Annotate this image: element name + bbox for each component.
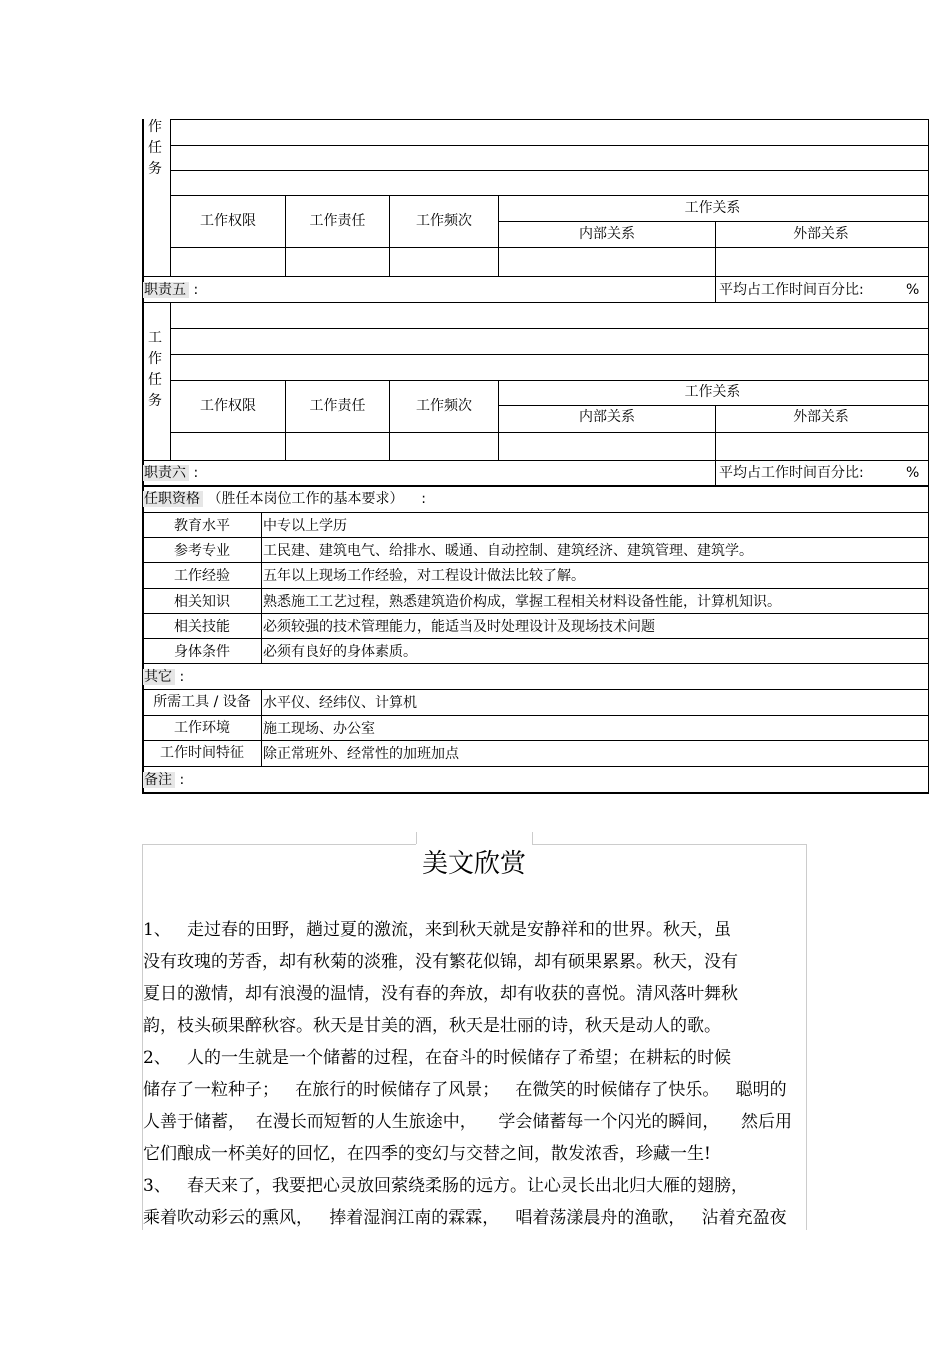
duty5-label-group — [143, 282, 198, 298]
duty5-time-label: 平均占工作时间百分比: — [719, 282, 864, 298]
header-frequency: 工作频次 — [416, 213, 472, 229]
frame-line — [416, 832, 417, 844]
row-line — [498, 221, 928, 222]
remarks-heading — [143, 772, 184, 788]
remarks-colon: : — [179, 772, 185, 788]
col-line — [285, 195, 286, 276]
col-line — [285, 380, 286, 460]
remarks-label: 备注 — [143, 772, 175, 788]
header-responsibility: 工作责任 — [309, 213, 366, 229]
article-line: 人善于储蓄， 在漫长而短暂的人生旅途中， 学会储蓄每一个闪光的瞬间， 然后用 — [143, 1112, 793, 1132]
row-line — [170, 145, 928, 146]
duty6-label: 职责六 — [143, 465, 189, 481]
row-line — [142, 512, 928, 513]
row-line — [142, 588, 928, 589]
duty6-colon: : — [193, 465, 199, 481]
header-responsibility: 工作责任 — [309, 398, 366, 414]
qual-value: 必须较强的技术管理能力，能适当及时处理设计及现场技术问题 — [263, 619, 655, 635]
qual-key: 教育水平 — [174, 518, 230, 534]
table-bottom-border — [142, 792, 929, 794]
qual-value: 工民建、建筑电气、给排水、暖通、自动控制、建筑经济、建筑管理、建筑学。 — [263, 543, 753, 559]
header-internal: 内部关系 — [579, 409, 635, 425]
qual-value: 中专以上学历 — [263, 518, 347, 534]
frame-line — [532, 832, 533, 844]
article-line: 夏日的激情，却有浪漫的温情，没有春的奔放，却有收获的喜悦。清风落叶舞秋 — [143, 984, 738, 1004]
col-line — [170, 119, 171, 276]
row-line — [170, 432, 928, 433]
article-title: 美文欣赏 — [421, 849, 526, 879]
qual-value: 熟悉施工工艺过程，熟悉建筑造价构成，掌握工程相关材料设备性能，计算机知识。 — [263, 594, 781, 610]
row-line — [170, 380, 928, 381]
row-line — [170, 354, 928, 355]
header-relations: 工作关系 — [684, 384, 741, 400]
col-line — [261, 689, 262, 766]
row-line — [498, 405, 928, 406]
col-line — [389, 195, 390, 276]
frame-line — [142, 844, 416, 845]
row-line — [170, 119, 928, 120]
qualifications-label: 任职资格 — [143, 491, 203, 507]
other-label: 其它 — [143, 669, 175, 685]
article-line: 2、 人的一生就是一个储蓄的过程，在奋斗的时候储存了希望；在耕耘的时候 — [143, 1048, 732, 1068]
row-line — [142, 302, 928, 303]
row-line — [142, 638, 928, 639]
row-line — [142, 689, 928, 690]
qual-key: 工作经验 — [174, 568, 230, 584]
col-line — [261, 512, 262, 663]
row-line — [142, 562, 928, 563]
other-value: 施工现场、办公室 — [263, 721, 375, 737]
other-key: 工作环境 — [174, 720, 230, 736]
row-line — [170, 170, 928, 171]
row-line — [142, 537, 928, 538]
duty5-label: 职责五 — [143, 282, 189, 298]
qual-key: 参考专业 — [174, 543, 230, 559]
row-line — [142, 663, 928, 664]
col-line — [715, 276, 716, 302]
col-line — [715, 460, 716, 485]
duty6-percent: % — [906, 465, 920, 481]
qual-value: 必须有良好的身体素质。 — [263, 644, 417, 660]
col-line — [170, 302, 171, 460]
article-line: 乘着吹动彩云的熏风， 捧着湿润江南的霖霖， 唱着荡漾晨舟的渔歌， 沾着充盈夜 — [143, 1208, 787, 1228]
article-line: 储存了一粒种子； 在旅行的时候储存了风景； 在微笑的时候储存了快乐。 聪明的 — [143, 1080, 787, 1100]
header-relations: 工作关系 — [684, 200, 741, 216]
table-right-border — [928, 119, 929, 794]
qual-key: 相关技能 — [174, 619, 230, 635]
frame-line — [806, 844, 807, 1230]
row-line — [142, 276, 928, 277]
row-line — [170, 328, 928, 329]
row-line — [142, 715, 928, 716]
work-task-vertical-label: 工 作 任 务 — [148, 330, 162, 409]
qualifications-heading — [143, 491, 426, 507]
article-line: 韵，枝头硕果醉秋容。秋天是甘美的酒，秋天是壮丽的诗，秋天是动人的歌。 — [143, 1016, 721, 1036]
other-heading — [143, 669, 184, 685]
row-line — [142, 740, 928, 741]
header-external: 外部关系 — [793, 226, 849, 242]
frame-line — [142, 844, 143, 1230]
frame-line — [532, 844, 806, 845]
article-line: 1、 走过春的田野，趟过夏的激流，来到秋天就是安静祥和的世界。秋天，虽 — [143, 920, 732, 940]
qualifications-note: （胜任本岗位工作的基本要求） : — [207, 491, 426, 507]
row-line — [170, 247, 928, 248]
header-internal: 内部关系 — [579, 226, 635, 242]
row-line — [170, 195, 928, 196]
duty6-label-group — [143, 465, 198, 481]
col-line — [389, 380, 390, 460]
row-line — [142, 613, 928, 614]
duty5-colon: : — [193, 282, 199, 298]
article-line: 没有玫瑰的芳香，却有秋菊的淡雅，没有繁花似锦，却有硕果累累。秋天，没有 — [143, 952, 738, 972]
other-value: 除正常班外、经常性的加班加点 — [263, 746, 459, 762]
qual-key: 身体条件 — [174, 644, 230, 660]
task-vertical-label: 作 任 务 — [148, 119, 162, 177]
other-key: 工作时间特征 — [160, 745, 244, 761]
article-line: 它们酿成一杯美好的回忆，在四季的变幻与交替之间，散发浓香，珍藏一生! — [143, 1144, 711, 1164]
qual-value: 五年以上现场工作经验，对工程设计做法比较了解。 — [263, 568, 585, 584]
header-authority: 工作权限 — [200, 213, 256, 229]
row-line — [142, 460, 928, 461]
qual-key: 相关知识 — [174, 594, 230, 610]
header-authority: 工作权限 — [200, 398, 256, 414]
header-frequency: 工作频次 — [416, 398, 472, 414]
duty5-percent: % — [906, 282, 920, 298]
table-left-border — [142, 119, 144, 794]
article-line: 3、 春天来了，我要把心灵放回萦绕柔肠的远方。让心灵长出北归大雁的翅膀， — [143, 1176, 749, 1196]
other-key: 所需工具 / 设备 — [153, 694, 251, 710]
other-colon: : — [179, 669, 185, 685]
other-value: 水平仪、经纬仪、计算机 — [263, 695, 417, 711]
header-external: 外部关系 — [793, 409, 849, 425]
row-line — [142, 766, 928, 767]
row-line — [142, 485, 928, 487]
duty6-time-label: 平均占工作时间百分比: — [719, 465, 864, 481]
